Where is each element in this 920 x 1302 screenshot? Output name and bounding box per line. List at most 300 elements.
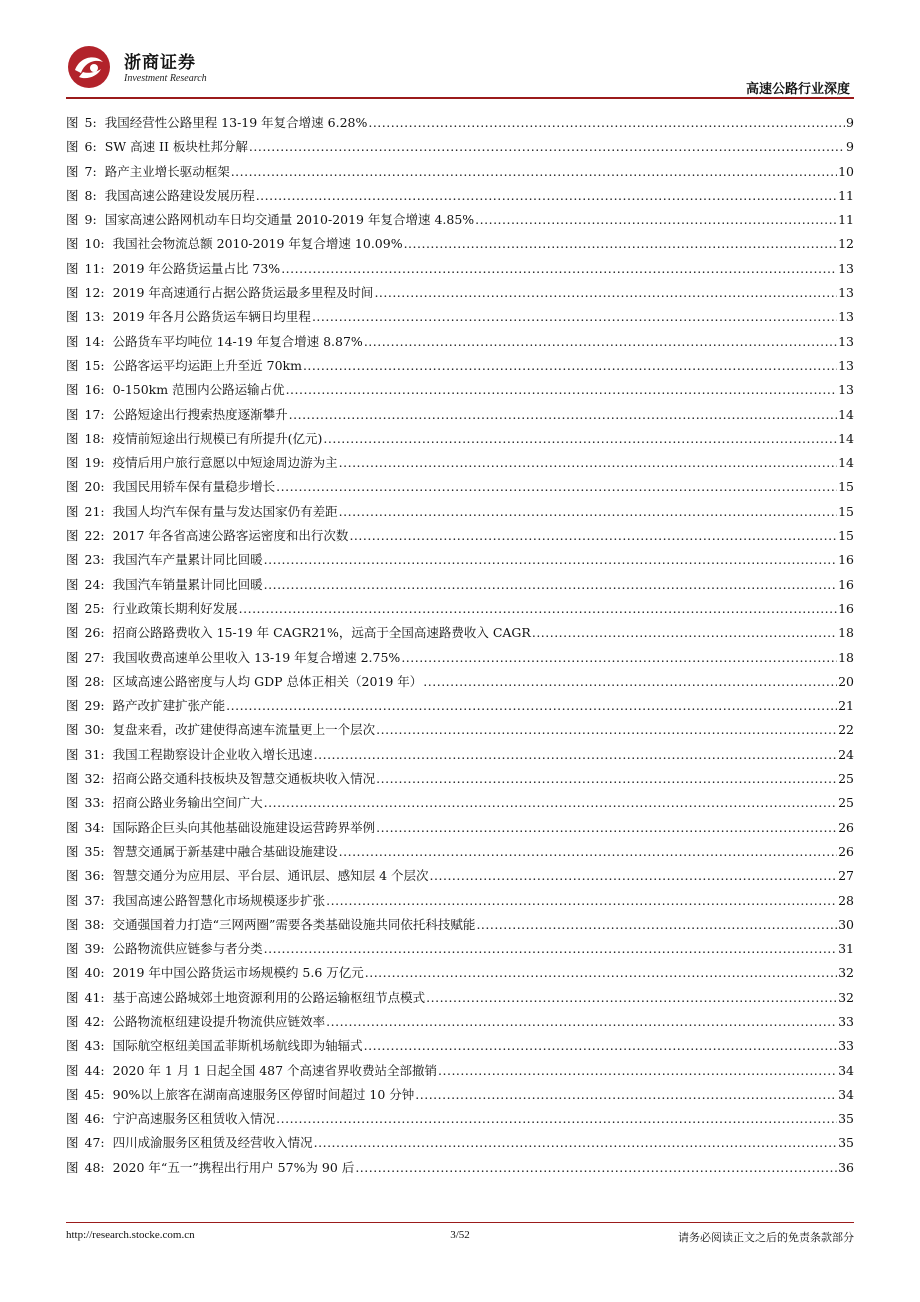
toc-separator: : [100, 309, 105, 325]
toc-separator: : [100, 673, 105, 689]
toc-entry[interactable] [66, 186, 854, 210]
toc-figure-title: 公路物流枢纽建设提升物流供应链效率 [112, 1013, 326, 1029]
toc-entry[interactable] [66, 793, 854, 817]
toc-figure-number: 40 [84, 965, 101, 981]
toc-entry[interactable] [66, 963, 854, 987]
toc-leader-dots [430, 868, 838, 883]
toc-page-number: 10 [838, 163, 854, 179]
toc-separator: : [100, 892, 105, 908]
toc-figure-number: 19 [84, 455, 101, 471]
toc-figure-number: 29 [84, 698, 101, 714]
toc-page-number: 13 [838, 285, 854, 301]
footer-disclaimer: 请务必阅读正文之后的免责条款部分 [678, 1231, 854, 1244]
toc-figure-title: 国家高速公路网机动车日均交通量 2010-2019 年复合增速 4.85% [104, 212, 475, 228]
toc-prefix: 图 [66, 309, 79, 325]
toc-prefix: 图 [66, 843, 79, 859]
toc-page-number: 26 [838, 843, 854, 859]
toc-figure-title: 基于高速公路城郊土地资源利用的公路运输枢纽节点模式 [112, 989, 426, 1005]
toc-leader-dots [339, 844, 837, 859]
toc-figure-number: 42 [84, 1013, 101, 1029]
toc-figure-title: 我国收费高速单公里收入 13-19 年复合增速 2.75% [112, 649, 401, 665]
toc-figure-title: 智慧交通属于新基建中融合基础设施建设 [112, 843, 338, 859]
toc-entry[interactable] [66, 550, 854, 574]
toc-separator: : [100, 746, 105, 762]
toc-prefix: 图 [66, 1111, 79, 1127]
toc-page-number: 18 [838, 625, 854, 641]
toc-page-number: 14 [838, 430, 854, 446]
toc-page-number: 14 [838, 406, 854, 422]
toc-prefix: 图 [66, 600, 79, 616]
toc-prefix: 图 [66, 916, 79, 932]
toc-separator: : [100, 819, 105, 835]
toc-figure-number: 39 [84, 941, 101, 957]
toc-separator: : [92, 115, 97, 130]
toc-page-number: 16 [838, 552, 854, 568]
toc-leader-dots [264, 577, 837, 592]
report-section-title: 高速公路行业深度 [745, 82, 850, 97]
toc-entry[interactable] [66, 745, 854, 769]
toc-figure-title: 我国人均汽车保有量与发达国家仍有差距 [112, 503, 338, 519]
toc-entry[interactable] [66, 1012, 854, 1036]
toc-page-number: 35 [838, 1135, 854, 1151]
toc-figure-title: 2020 年 1 月 1 日起全国 487 个高速省界收费站全部撤销 [112, 1062, 438, 1078]
toc-figure-number: 30 [84, 722, 101, 738]
zheshang-logo-icon [66, 44, 112, 90]
toc-entry[interactable] [66, 575, 854, 599]
toc-leader-dots [249, 139, 845, 154]
toc-leader-dots [312, 309, 837, 324]
toc-entry[interactable] [66, 307, 854, 331]
toc-page-number: 28 [838, 892, 854, 908]
toc-prefix: 图 [66, 236, 79, 252]
toc-leader-dots [239, 601, 837, 616]
toc-figure-number: 8 [84, 187, 93, 203]
toc-leader-dots [368, 115, 845, 130]
toc-leader-dots [339, 455, 837, 470]
toc-separator: : [100, 357, 105, 373]
toc-figure-number: 13 [84, 309, 101, 325]
toc-figure-title: 疫情后用户旅行意愿以中短途周边游为主 [112, 455, 338, 471]
toc-page-number: 26 [838, 819, 854, 835]
toc-prefix: 图 [66, 1086, 79, 1102]
toc-separator: : [100, 236, 105, 252]
toc-page-number: 36 [838, 1159, 854, 1175]
toc-figure-title: 我国民用轿车保有量稳步增长 [112, 479, 276, 495]
toc-prefix: 图 [66, 285, 79, 301]
toc-page-number: 14 [838, 455, 854, 471]
toc-figure-number: 15 [84, 357, 101, 373]
toc-leader-dots [401, 650, 837, 665]
toc-figure-title: 2019 年各月公路货运车辆日均里程 [112, 309, 311, 325]
toc-entry[interactable] [66, 210, 854, 234]
toc-figure-number: 32 [84, 771, 101, 787]
toc-prefix: 图 [66, 868, 79, 884]
toc-figure-number: 35 [84, 843, 101, 859]
toc-prefix: 图 [66, 139, 79, 155]
toc-prefix: 图 [66, 212, 79, 228]
toc-prefix: 图 [66, 698, 79, 714]
toc-separator: : [100, 1013, 105, 1029]
toc-separator: : [100, 552, 105, 568]
toc-separator: : [100, 1038, 105, 1054]
toc-separator: : [100, 285, 105, 301]
toc-figure-title: 2017 年各省高速公路客运密度和出行次数 [112, 528, 349, 544]
toc-entry[interactable] [66, 1133, 854, 1157]
toc-page-number: 34 [838, 1086, 854, 1102]
toc-separator: : [100, 1159, 105, 1175]
toc-prefix: 图 [66, 649, 79, 665]
toc-page-number: 11 [838, 212, 854, 228]
toc-entry[interactable] [66, 453, 854, 477]
toc-figure-number: 18 [84, 430, 101, 446]
toc-figure-number: 14 [84, 333, 101, 349]
toc-prefix: 图 [66, 406, 79, 422]
toc-separator: : [100, 989, 105, 1005]
toc-page-number: 32 [838, 965, 854, 981]
toc-entry[interactable] [66, 891, 854, 915]
toc-entry[interactable] [66, 380, 854, 404]
toc-figure-number: 21 [84, 503, 101, 519]
toc-figure-number: 7 [84, 163, 93, 179]
toc-figure-title: 90%以上旅客在湖南高速服务区停留时间超过 10 分钟 [112, 1086, 415, 1102]
toc-prefix: 图 [66, 115, 79, 130]
toc-separator: : [100, 600, 105, 616]
toc-figure-title: 公路客运平均运距上升至近 70km [112, 357, 302, 373]
toc-separator: : [100, 1135, 105, 1151]
toc-leader-dots [376, 722, 837, 737]
toc-separator: : [100, 528, 105, 544]
toc-figure-title: 公路短途出行搜索热度逐渐攀升 [112, 406, 288, 422]
toc-prefix: 图 [66, 357, 79, 373]
toc-prefix: 图 [66, 965, 79, 981]
toc-figure-title: 区域高速公路密度与人均 GDP 总体正相关（2019 年） [112, 673, 423, 689]
toc-page-number: 35 [838, 1111, 854, 1127]
toc-figure-title: 国际路企巨头向其他基础设施建设运营跨界举例 [112, 819, 376, 835]
toc-leader-dots [376, 771, 837, 786]
toc-page-number: 13 [838, 382, 854, 398]
toc-leader-dots [286, 382, 838, 397]
toc-page-number: 21 [838, 698, 854, 714]
toc-page-number: 25 [838, 795, 854, 811]
toc-leader-dots [374, 285, 837, 300]
toc-leader-dots [438, 1063, 837, 1078]
toc-leader-dots [303, 358, 837, 373]
toc-entry[interactable] [66, 696, 854, 720]
toc-page-number: 20 [838, 673, 854, 689]
toc-entry[interactable] [66, 1061, 854, 1085]
toc-figure-number: 27 [84, 649, 101, 665]
toc-page-number: 11 [838, 187, 854, 203]
toc-prefix: 图 [66, 455, 79, 471]
toc-figure-title: 路产主业增长驱动框架 [104, 163, 230, 179]
toc-entry[interactable] [66, 259, 854, 283]
toc-separator: : [92, 212, 97, 228]
toc-entry[interactable] [66, 1158, 854, 1182]
toc-separator: : [92, 163, 97, 179]
toc-leader-dots [364, 334, 837, 349]
toc-prefix: 图 [66, 1038, 79, 1054]
toc-leader-dots [264, 552, 837, 567]
toc-separator: : [100, 333, 105, 349]
footer-url-link[interactable]: http://research.stocke.com.cn [66, 1229, 195, 1241]
toc-figure-number: 16 [84, 382, 101, 398]
toc-leader-dots [423, 674, 837, 689]
toc-page-number: 27 [838, 868, 854, 884]
toc-figure-number: 28 [84, 673, 101, 689]
toc-page-number: 18 [838, 649, 854, 665]
toc-page-number: 15 [838, 528, 854, 544]
toc-entry[interactable] [66, 939, 854, 963]
toc-page-number: 13 [838, 309, 854, 325]
toc-prefix: 图 [66, 503, 79, 519]
toc-leader-dots [314, 1135, 837, 1150]
toc-prefix: 图 [66, 722, 79, 738]
toc-leader-dots [475, 212, 837, 227]
toc-page-number: 24 [838, 746, 854, 762]
toc-figure-number: 9 [84, 212, 93, 228]
toc-page-number: 16 [838, 600, 854, 616]
toc-prefix: 图 [66, 1013, 79, 1029]
toc-figure-title: 疫情前短途出行规模已有所提升(亿元) [112, 430, 323, 446]
toc-figure-title: 2019 年中国公路货运市场规模约 5.6 万亿元 [112, 965, 364, 981]
toc-entry[interactable] [66, 988, 854, 1012]
toc-prefix: 图 [66, 528, 79, 544]
toc-figure-number: 22 [84, 528, 101, 544]
toc-leader-dots [415, 1087, 837, 1102]
toc-entry[interactable] [66, 1085, 854, 1109]
toc-prefix: 图 [66, 1135, 79, 1151]
toc-page-number: 9 [846, 139, 854, 155]
toc-separator: : [100, 1062, 105, 1078]
toc-prefix: 图 [66, 1062, 79, 1078]
toc-entry[interactable] [66, 623, 854, 647]
toc-figure-title: 招商公路交通科技板块及智慧交通板块收入情况 [112, 771, 376, 787]
toc-figure-number: 34 [84, 819, 101, 835]
page-number: 3/52 [450, 1229, 470, 1241]
toc-leader-dots [276, 1111, 837, 1126]
toc-page-number: 22 [838, 722, 854, 738]
toc-page-number: 33 [838, 1013, 854, 1029]
toc-separator: : [100, 1086, 105, 1102]
toc-figure-number: 44 [84, 1062, 101, 1078]
toc-separator: : [100, 1111, 105, 1127]
toc-figure-title: 2020 年“五一”携程出行用户 57%为 90 后 [112, 1159, 355, 1175]
toc-leader-dots [256, 188, 837, 203]
toc-figure-number: 24 [84, 576, 101, 592]
toc-separator: : [100, 479, 105, 495]
toc-leader-dots [281, 261, 837, 276]
toc-separator: : [100, 260, 105, 276]
toc-leader-dots [355, 1160, 837, 1175]
toc-leader-dots [226, 698, 837, 713]
toc-prefix: 图 [66, 430, 79, 446]
toc-figure-title: 宁沪高速服务区租赁收入情况 [112, 1111, 276, 1127]
toc-figure-title: 路产改扩建扩张产能 [112, 698, 226, 714]
toc-separator: : [100, 698, 105, 714]
toc-leader-dots [339, 504, 837, 519]
toc-figure-number: 38 [84, 916, 101, 932]
toc-separator: : [100, 868, 105, 884]
toc-separator: : [100, 430, 105, 446]
toc-prefix: 图 [66, 746, 79, 762]
toc-separator: : [100, 625, 105, 641]
toc-figure-number: 11 [84, 260, 101, 276]
toc-entry[interactable] [66, 137, 854, 161]
toc-figure-number: 25 [84, 600, 101, 616]
toc-figure-title: 我国经营性公路里程 13-19 年复合增速 6.28% [104, 115, 368, 130]
toc-entry[interactable] [66, 866, 854, 890]
toc-page-number: 34 [838, 1062, 854, 1078]
toc-figure-number: 26 [84, 625, 101, 641]
toc-figure-title: 招商公路业务输出空间广大 [112, 795, 263, 811]
toc-prefix: 图 [66, 382, 79, 398]
toc-figure-title: 我国社会物流总额 2010-2019 年复合增速 10.09% [112, 236, 403, 252]
toc-entry[interactable] [66, 234, 854, 258]
toc-page-number: 9 [846, 115, 854, 130]
toc-entry[interactable] [66, 720, 854, 744]
toc-page-number: 30 [838, 916, 854, 932]
toc-figure-number: 48 [84, 1159, 101, 1175]
toc-entry[interactable] [66, 162, 854, 186]
toc-leader-dots [264, 795, 837, 810]
toc-prefix: 图 [66, 479, 79, 495]
toc-page-number: 13 [838, 357, 854, 373]
toc-entry[interactable] [66, 283, 854, 307]
toc-leader-dots [532, 625, 837, 640]
brand-name: 浙商证券 [124, 53, 196, 73]
toc-figure-number: 6 [84, 139, 93, 155]
toc-entry[interactable] [66, 526, 854, 550]
toc-page-number: 12 [838, 236, 854, 252]
toc-page-number: 16 [838, 576, 854, 592]
toc-entry[interactable] [66, 113, 854, 137]
toc-entry[interactable] [66, 332, 854, 356]
toc-entry[interactable] [66, 429, 854, 453]
toc-entry[interactable] [66, 842, 854, 866]
toc-figure-number: 43 [84, 1038, 101, 1054]
toc-figure-number: 20 [84, 479, 101, 495]
toc-leader-dots [364, 1038, 837, 1053]
toc-page-number: 13 [838, 333, 854, 349]
figure-list [66, 113, 854, 1182]
toc-entry[interactable] [66, 915, 854, 939]
toc-separator: : [100, 406, 105, 422]
toc-entry[interactable] [66, 1109, 854, 1133]
toc-separator: : [100, 455, 105, 471]
page-header [66, 40, 854, 96]
toc-separator: : [100, 941, 105, 957]
toc-prefix: 图 [66, 552, 79, 568]
toc-leader-dots [314, 747, 837, 762]
toc-figure-title: 交通强国着力打造“三网两圈”需要各类基础设施共同依托科技赋能 [112, 916, 476, 932]
toc-entry[interactable] [66, 405, 854, 429]
toc-entry[interactable] [66, 477, 854, 501]
toc-figure-title: 四川成渝服务区租赁及经营收入情况 [112, 1135, 313, 1151]
toc-figure-number: 5 [84, 115, 93, 130]
toc-figure-title: 我国汽车销量累计同比回暖 [112, 576, 263, 592]
toc-separator: : [100, 916, 105, 932]
toc-leader-dots [326, 1014, 837, 1029]
toc-entry[interactable] [66, 502, 854, 526]
toc-leader-dots [289, 407, 837, 422]
toc-prefix: 图 [66, 260, 79, 276]
toc-page-number: 13 [838, 260, 854, 276]
toc-page-number: 31 [838, 941, 854, 957]
toc-leader-dots [404, 236, 838, 251]
toc-figure-number: 45 [84, 1086, 101, 1102]
toc-figure-number: 10 [84, 236, 101, 252]
toc-leader-dots [276, 479, 837, 494]
toc-prefix: 图 [66, 163, 79, 179]
toc-figure-title: 复盘来看，改扩建使得高速车流量更上一个层次 [112, 722, 376, 738]
toc-figure-title: 招商公路路费收入 15-19 年 CAGR21%，远高于全国高速路费收入 CAGR [112, 625, 531, 641]
brand-tagline: Investment Research [124, 73, 207, 84]
toc-figure-title: 2019 年公路货运量占比 73% [112, 260, 281, 276]
toc-figure-title: 2019 年高速通行占据公路货运最多里程及时间 [112, 285, 374, 301]
toc-leader-dots [426, 990, 837, 1005]
toc-figure-number: 46 [84, 1111, 101, 1127]
footer-divider [66, 1222, 854, 1223]
toc-page-number: 25 [838, 771, 854, 787]
toc-prefix: 图 [66, 673, 79, 689]
header-divider [66, 97, 854, 99]
toc-entry[interactable] [66, 672, 854, 696]
toc-figure-number: 23 [84, 552, 101, 568]
toc-figure-number: 37 [84, 892, 101, 908]
toc-separator: : [100, 649, 105, 665]
toc-leader-dots [476, 917, 837, 932]
toc-figure-number: 17 [84, 406, 101, 422]
toc-figure-title: 智慧交通分为应用层、平台层、通讯层、感知层 4 个层次 [112, 868, 429, 884]
toc-prefix: 图 [66, 795, 79, 811]
toc-figure-title: 行业政策长期利好发展 [112, 600, 238, 616]
toc-figure-number: 12 [84, 285, 101, 301]
toc-leader-dots [326, 893, 837, 908]
toc-entry[interactable] [66, 599, 854, 623]
toc-separator: : [100, 503, 105, 519]
toc-figure-title: 我国高速公路建设发展历程 [104, 187, 255, 203]
toc-leader-dots [376, 820, 837, 835]
toc-separator: : [100, 965, 105, 981]
toc-entry[interactable] [66, 648, 854, 672]
toc-separator: : [92, 187, 97, 203]
toc-leader-dots [349, 528, 837, 543]
toc-leader-dots [231, 164, 837, 179]
toc-prefix: 图 [66, 576, 79, 592]
toc-page-number: 15 [838, 479, 854, 495]
toc-separator: : [100, 771, 105, 787]
toc-figure-title: 国际航空枢纽美国孟菲斯机场航线即为轴辐式 [112, 1038, 363, 1054]
toc-entry[interactable] [66, 769, 854, 793]
toc-entry[interactable] [66, 356, 854, 380]
toc-prefix: 图 [66, 771, 79, 787]
toc-separator: : [100, 795, 105, 811]
toc-separator: : [100, 843, 105, 859]
toc-separator: : [92, 139, 97, 155]
toc-prefix: 图 [66, 892, 79, 908]
toc-leader-dots [323, 431, 837, 446]
toc-entry[interactable] [66, 818, 854, 842]
toc-prefix: 图 [66, 625, 79, 641]
toc-prefix: 图 [66, 989, 79, 1005]
toc-prefix: 图 [66, 819, 79, 835]
toc-figure-title: 我国高速公路智慧化市场规模逐步扩张 [112, 892, 326, 908]
toc-prefix: 图 [66, 941, 79, 957]
toc-prefix: 图 [66, 1159, 79, 1175]
toc-figure-title: 我国工程勘察设计企业收入增长迅速 [112, 746, 313, 762]
toc-entry[interactable] [66, 1036, 854, 1060]
toc-separator: : [100, 576, 105, 592]
